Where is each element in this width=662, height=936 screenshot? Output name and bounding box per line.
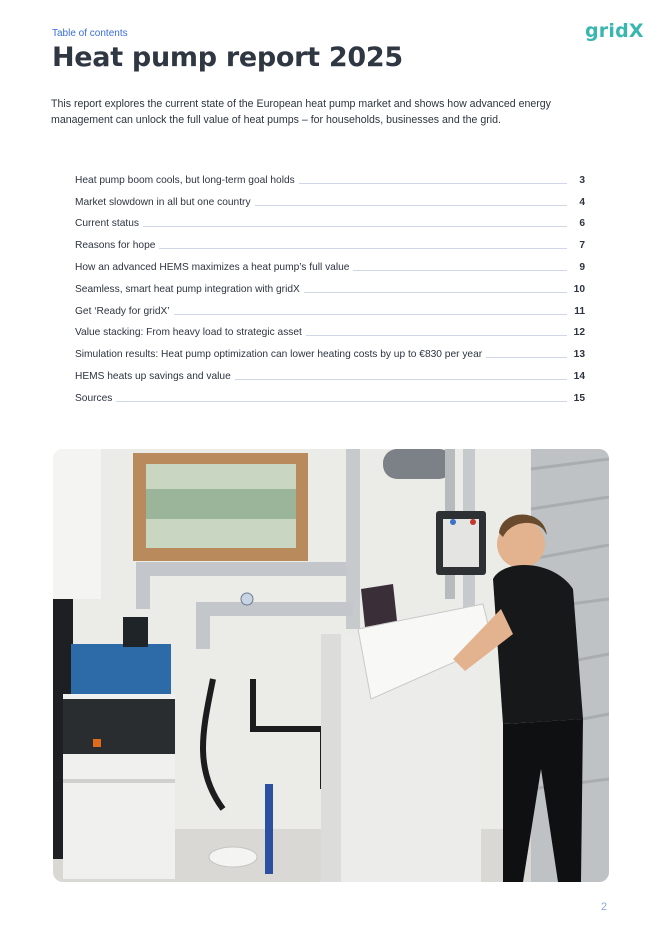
table-of-contents — [75, 164, 585, 404]
toc-entry-page: 11 — [574, 305, 585, 317]
toc-leader-line — [174, 314, 567, 315]
toc-entry[interactable] — [75, 317, 585, 339]
toc-entry-label: Reasons for hope — [75, 240, 156, 252]
toc-entry-label: Simulation results: Heat pump optimization can lower heating costs by up to €830 per year — [75, 349, 483, 361]
toc-entry-label: Seamless, smart heat pump integration with gridX — [75, 283, 300, 295]
toc-entry[interactable] — [75, 208, 585, 230]
toc-entry-page: 7 — [579, 240, 585, 252]
gridx-logo[interactable]: gridX — [585, 20, 644, 42]
page-number: 2 — [601, 901, 608, 913]
toc-entry[interactable] — [75, 382, 585, 404]
toc-entry-label: Market slowdown in all but one country — [75, 196, 251, 208]
toc-entry[interactable] — [75, 273, 585, 295]
toc-leader-line — [306, 335, 567, 336]
toc-entry-label: HEMS heats up savings and value — [75, 370, 231, 382]
toc-entry[interactable] — [75, 295, 585, 317]
toc-entry[interactable] — [75, 186, 585, 208]
page-title: Heat pump report 2025 — [52, 42, 403, 73]
toc-entry[interactable] — [75, 229, 585, 251]
toc-leader-line — [304, 292, 567, 293]
toc-leader-line — [486, 357, 567, 358]
toc-leader-line — [353, 270, 567, 271]
toc-entry[interactable] — [75, 251, 585, 273]
toc-entry[interactable] — [75, 338, 585, 360]
toc-leader-line — [143, 226, 567, 227]
toc-leader-line — [235, 379, 567, 380]
toc-entry-label: Current status — [75, 218, 139, 230]
toc-entry-label: Get ‘Ready for gridX’ — [75, 305, 170, 317]
toc-leader-line — [116, 401, 567, 402]
toc-entry[interactable] — [75, 164, 585, 186]
toc-entry-label: Sources — [75, 392, 113, 404]
toc-entry-page: 10 — [573, 283, 585, 295]
toc-entry-label: Value stacking: From heavy load to strategic asset — [75, 327, 302, 339]
toc-entry-page: 4 — [579, 196, 585, 208]
toc-entry-label: Heat pump boom cools, but long-term goal holds — [75, 174, 295, 186]
toc-entry-page: 15 — [573, 392, 585, 404]
intro-paragraph: This report explores the current state of the European heat pump market and shows how advanced energy management can unlock the full value of heat pumps – for households, businesses and the grid. — [51, 98, 551, 126]
toc-entry-label: How an advanced HEMS maximizes a heat pump’s full value — [75, 261, 350, 273]
eyebrow-label: Table of contents — [52, 28, 128, 39]
toc-entry-page: 12 — [573, 327, 585, 339]
toc-leader-line — [299, 183, 567, 184]
technician-heat-pump-photo — [53, 449, 609, 882]
toc-entry-page: 9 — [579, 261, 585, 273]
toc-leader-line — [159, 248, 567, 249]
toc-entry-page: 13 — [573, 349, 585, 361]
photo-illustration — [53, 449, 609, 882]
toc-entry-page: 3 — [579, 174, 585, 186]
toc-leader-line — [255, 205, 567, 206]
toc-entry-page: 6 — [579, 218, 585, 230]
toc-entry-page: 14 — [573, 370, 585, 382]
toc-entry[interactable] — [75, 360, 585, 382]
